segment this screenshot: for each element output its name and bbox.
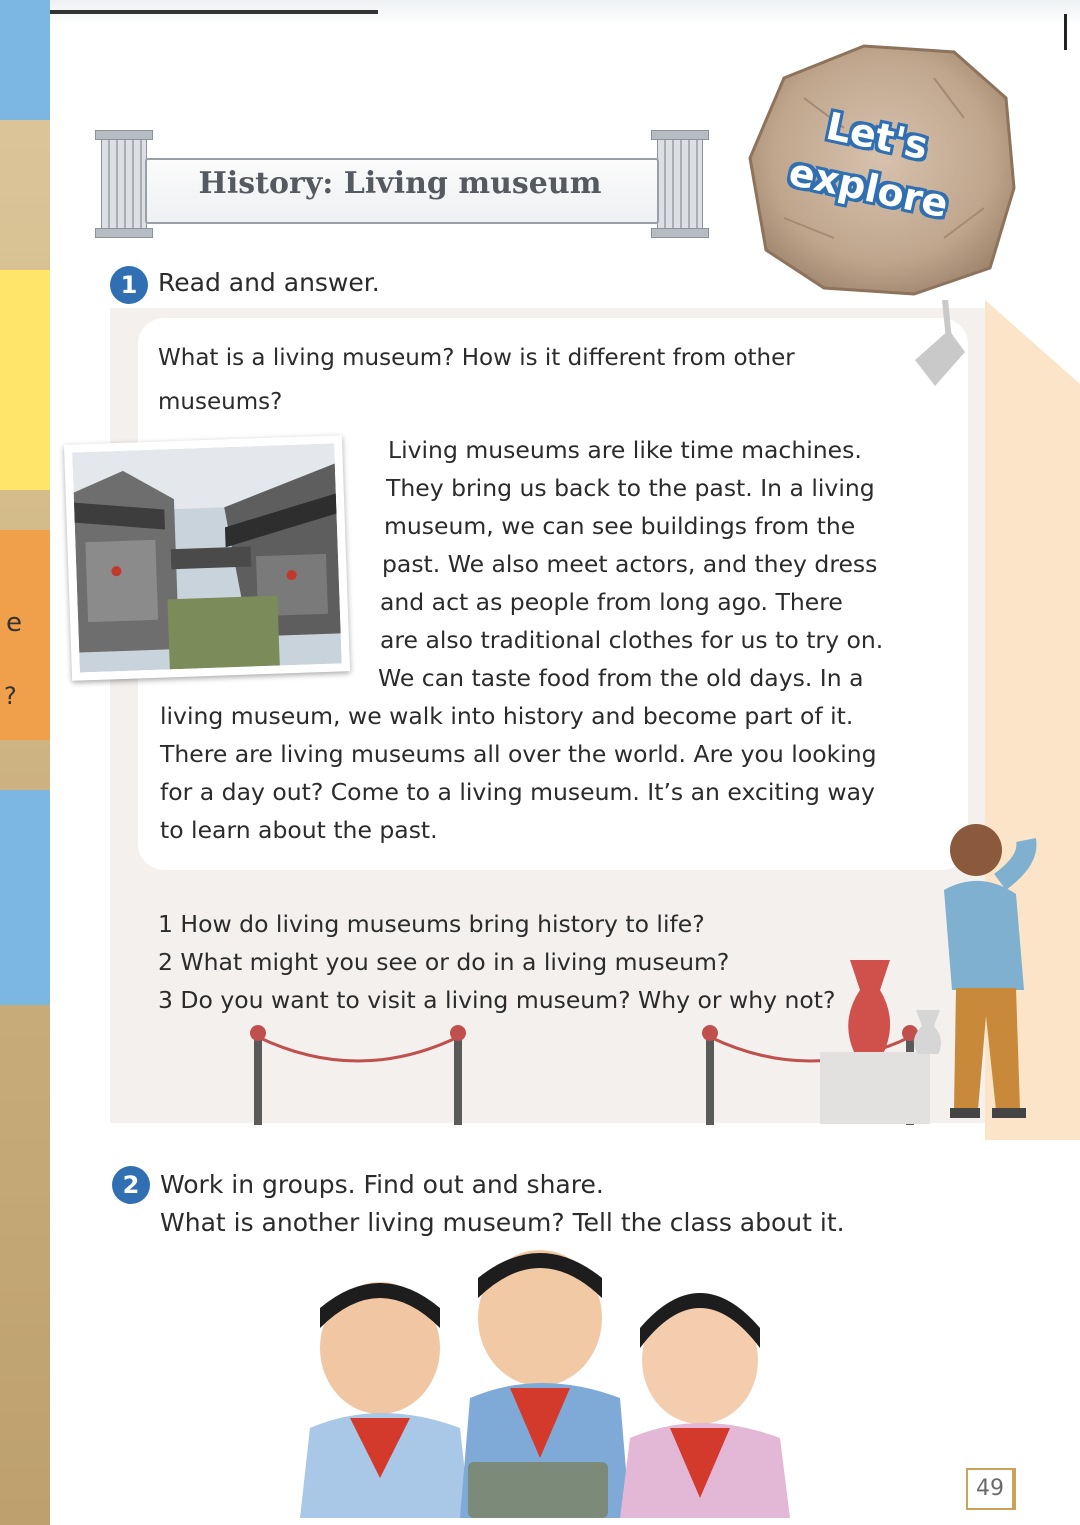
reading-question — [158, 336, 848, 424]
page-number: 49 — [966, 1468, 1016, 1510]
classical-pillar-icon — [657, 136, 703, 230]
title-banner — [95, 130, 707, 240]
passage-line: We can taste food from the old days. In a — [378, 664, 864, 692]
section-number-badge: 2 — [112, 1166, 150, 1204]
stone-badge — [744, 38, 1022, 300]
section-heading: Work in groups. Find out and share. — [160, 1170, 604, 1199]
passage-line: past. We also meet actors, and they dress — [382, 550, 878, 578]
right-edge-mark — [1064, 14, 1067, 50]
section-subheading: What is another living museum? Tell the class about it. — [160, 1208, 845, 1237]
left-page-spine — [0, 0, 50, 1525]
page-title: History: Living museum — [198, 166, 602, 201]
reading-question-line: What is a living museum? How is it different from other — [158, 345, 795, 371]
passage-line: living museum, we walk into history and become part of it. — [160, 702, 854, 730]
children-photo — [290, 1248, 810, 1518]
question-item: 1 How do living museums bring history to life? — [158, 910, 705, 938]
passage-line: Living museums are like time machines. — [388, 436, 862, 464]
section-heading: Read and answer. — [158, 268, 380, 297]
badge-text-line1: Let's — [822, 103, 932, 169]
passage-line: are also traditional clothes for us to try on. — [380, 626, 884, 654]
spine-fragment-q: ? — [4, 682, 17, 710]
museum-photo — [64, 435, 350, 681]
badge-text-line2: explore — [785, 149, 952, 227]
classical-pillar-icon — [101, 136, 147, 230]
passage-line: There are living museums all over the world. Are you looking — [160, 740, 877, 768]
section-number-badge: 1 — [110, 266, 148, 304]
boy-illustration — [820, 820, 1060, 1130]
spine-fragment-e: e — [6, 608, 22, 638]
passage-line: They bring us back to the past. In a living — [386, 474, 875, 502]
question-item: 2 What might you see or do in a living museum? — [158, 948, 730, 976]
vase — [848, 960, 890, 1052]
reading-question-line: museums? — [158, 389, 283, 415]
passage-line: for a day out? Come to a living museum. It’s an exciting way — [160, 778, 875, 806]
passage-line: museum, we can see buildings from the — [384, 512, 856, 540]
brush-icon — [905, 300, 971, 390]
top-rule — [48, 10, 378, 14]
passage-line: and act as people from long ago. There — [380, 588, 843, 616]
question-item: 3 Do you want to visit a living museum? Why or why not? — [158, 986, 836, 1014]
passage-line: to learn about the past. — [160, 816, 438, 844]
